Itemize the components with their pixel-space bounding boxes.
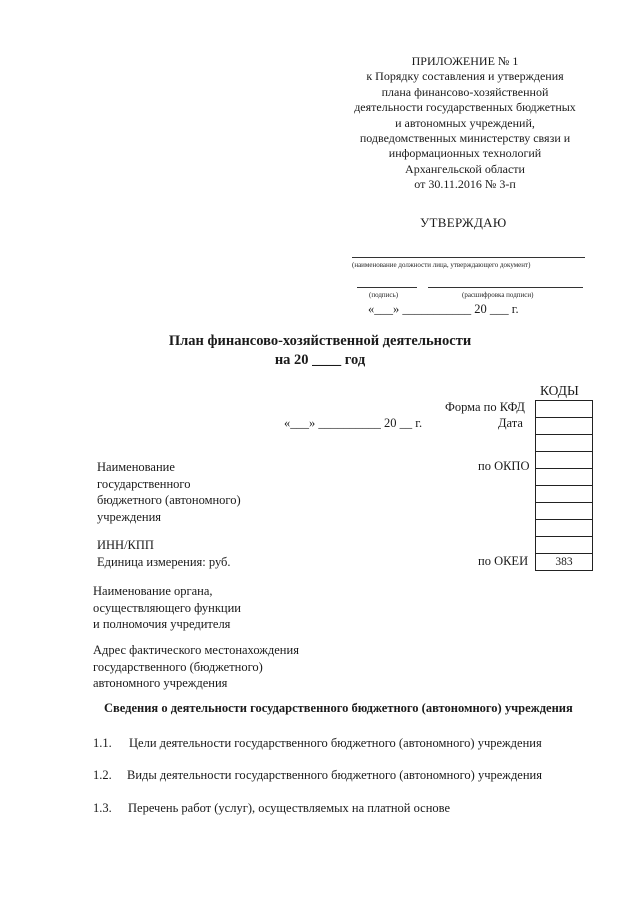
institution-name-line: бюджетного (автономного) — [97, 493, 241, 507]
annex-line: ПРИЛОЖЕНИЕ № 1 — [411, 54, 519, 68]
annex-line: плана финансово-хозяйственной — [381, 84, 549, 99]
date-label: Дата — [498, 416, 523, 430]
address-line: автономного учреждения — [93, 676, 228, 690]
info-item-3-num: 1.3. — [93, 801, 112, 815]
codes-cell[interactable] — [536, 503, 592, 520]
inn-kpp-label: ИНН/КПП — [97, 538, 154, 552]
info-heading: Сведения о деятельности государственного бюджетного (автономного) учреждения — [104, 701, 573, 715]
form-kfd-label: Форма по КФД — [445, 400, 525, 414]
codes-header: КОДЫ — [540, 383, 579, 398]
annex-line: к Порядку составления и утверждения — [366, 69, 564, 84]
address-line: Адрес фактического местонахождения — [93, 643, 299, 657]
approve-title: УТВЕРЖДАЮ — [420, 215, 507, 230]
institution-name-line: учреждения — [97, 509, 162, 524]
codes-cell[interactable] — [536, 469, 592, 486]
institution-name-line: Наименование — [97, 460, 175, 474]
position-caption: (наименование должности лица, утверждающего документ) — [352, 261, 531, 269]
plan-title: План финансово-хозяйственной деятельности — [168, 333, 472, 349]
annex-line: Архангельской области — [405, 161, 525, 176]
unit-label: Единица измерения: руб. — [97, 555, 231, 569]
plan-year: на 20 ____ год — [274, 352, 366, 368]
codes-cell[interactable] — [536, 435, 592, 452]
address-label — [93, 642, 299, 692]
signature-line — [357, 287, 417, 288]
annex-line: подведомственных министерству связи и — [359, 131, 571, 146]
signature-caption: (подпись) — [369, 291, 399, 299]
institution-name-label — [97, 459, 241, 525]
annex-line: информационных технологий — [388, 146, 542, 161]
codes-cell-form[interactable] — [536, 401, 592, 418]
position-line — [352, 257, 585, 258]
organ-line: осуществляющего функции — [93, 600, 241, 615]
organ-label — [93, 583, 241, 633]
address-line: государственного (бюджетного) — [93, 659, 263, 674]
approve-date: «___» ___________ 20 ___ г. — [368, 302, 519, 316]
form-date: «___» __________ 20 __ г. — [284, 416, 423, 430]
codes-cell-date[interactable] — [536, 418, 592, 435]
codes-cell[interactable] — [536, 520, 592, 537]
okpo-label: по ОКПО — [478, 459, 530, 473]
info-item-3-text: Перечень работ (услуг), осуществляемых на платной основе — [128, 801, 451, 815]
info-item-1-text: Цели деятельности государственного бюджетного (автономного) учреждения — [129, 736, 542, 750]
decoding-caption: (расшифровка подписи) — [462, 291, 534, 299]
info-item-1-num: 1.1. — [93, 736, 112, 750]
organ-line: Наименование органа, — [93, 584, 213, 598]
codes-table — [535, 400, 593, 571]
okei-label: по ОКЕИ — [478, 554, 529, 568]
codes-cell[interactable] — [536, 537, 592, 554]
annex-line: и автономных учреждений, — [395, 115, 535, 130]
codes-cell[interactable] — [536, 486, 592, 503]
codes-cell-okei[interactable]: 383 — [555, 556, 573, 568]
organ-line: и полномочия учредителя — [93, 617, 231, 631]
codes-cell-okpo[interactable] — [536, 452, 592, 469]
decoding-line — [428, 287, 583, 288]
annex-line: от 30.11.2016 № 3-п — [414, 177, 516, 192]
info-item-2-text: Виды деятельности государственного бюджетного (автономного) учреждения — [127, 768, 542, 782]
info-item-2-num: 1.2. — [93, 768, 112, 782]
institution-name-line: государственного — [97, 476, 191, 491]
annex-block — [330, 54, 600, 193]
annex-line: деятельности государственных бюджетных — [354, 100, 576, 115]
